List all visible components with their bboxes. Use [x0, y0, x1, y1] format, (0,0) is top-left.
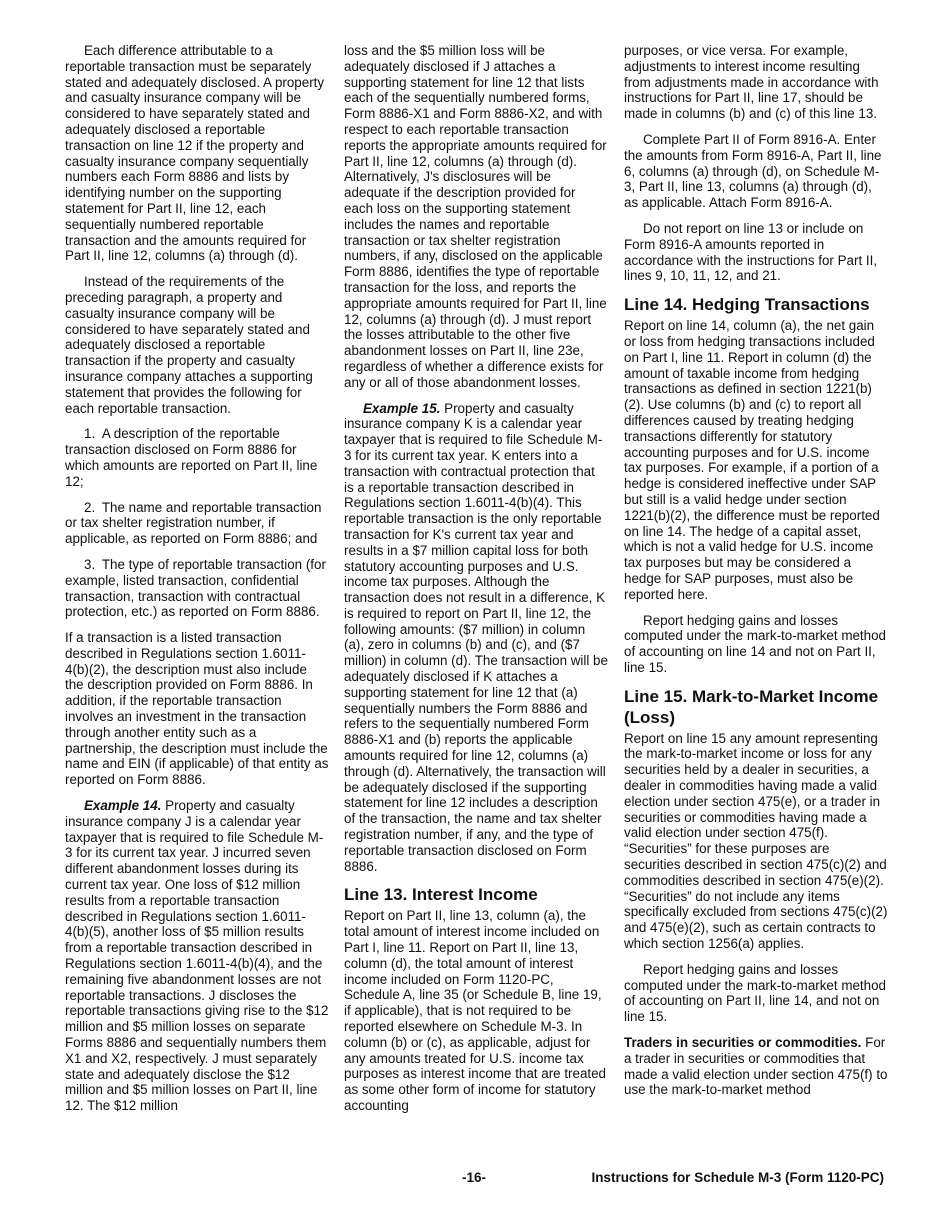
paragraph: purposes, or vice versa. For example, adjustments to interest income resulting from adjustments made in accordance with instructions for Part II, line 17, should be made in columns (b) and (c) of this line 13. [624, 43, 879, 122]
footer-title: Instructions for Schedule M-3 (Form 1120-PC) [591, 1170, 884, 1185]
paragraph: Instead of the requirements of the preceding paragraph, a property and casualty insurance company will be considered to have separately stated and adequately disclosed a reportable transaction if the property and casualty insurance company attaches a supporting statement that provides the following for each reportable transaction. [65, 274, 313, 416]
list-item: 1. A description of the reportable transaction disclosed on Form 8886 for which amounts are reported on Part II, line 12; [65, 426, 318, 489]
heading-line-13: Line 13. Interest Income [344, 885, 538, 905]
list-item: 2. The name and reportable transaction or tax shelter registration number, if applicable, as reported on Form 8886; and [65, 499, 322, 547]
paragraph: Report on Part II, line 13, column (a), the total amount of interest income included on Part I, line 11. Report on Part II, line 13, column (d), the total amount of interest income included on Form 1120-PC, Schedule A, line 35 (or Schedule B, line 19, if applicable), that is not required to be reported elsewhere on Schedule M-3. In column (b) or (c), as applicable, adjust for any amounts treated for U.S. income tax purposes as interest income that are treated as some other form of income for statutory accounting [344, 908, 607, 1113]
page-number: -16- [462, 1170, 487, 1185]
paragraph: Report on line 14, column (a), the net gain or loss from hedging transactions included on Part I, line 11. Report in column (d) the amount of taxable income from hedging transactions as defined in section 1221(b)(2). Use columns (b) and (c) to report all differences caused by treating hedging transactions differently for statutory accounting purposes and for U.S. income tax purposes. For example, if a portion of a hedge is considered ineffective under SAP but still is a valid hedge under section 1221(b)(2), the difference must be reported on line 14. The hedge of a capital asset, which is not a valid hedge for U.S. income tax purposes but may be considered a hedge for SAP purposes, must also be reported here. [624, 318, 880, 602]
paragraph: Each difference attributable to a reportable transaction must be separately stated and adequately disclosed. A property and casualty insurance company will be considered to have separately stated and adequately disclosed a reportable transaction on line 12 if the property and casualty insurance company sequentially numbers each Form 8886 and lists by identifying number on the supporting statement for Part II, line 12, each sequentially numbered reportable transaction and the amounts required for Part II, line 12, columns (a) through (d). [65, 43, 325, 264]
paragraph: Complete Part II of Form 8916-A. Enter the amounts from Form 8916-A, Part II, line 6, columns (a) through (d), on Schedule M-3, Part II, line 13, columns (a) through (d), as applicable. Attach Form 8916-A. [624, 131, 882, 211]
paragraph: Report hedging gains and losses computed under the mark-to-market method of accounting on Part II, line 14, and not on line 15. [624, 961, 886, 1025]
example-label: Example 15. [363, 400, 441, 416]
traders-paragraph [624, 1035, 888, 1098]
heading-line-14: Line 14. Hedging Transactions [624, 295, 870, 315]
paragraph: Report on line 15 any amount representing the mark-to-market income or loss for any securities held by a dealer in securities, a dealer in commodities having made a valid election under section 475(e), or a trader in securities or commodities having made a valid election under section 475(f). “Securities” for these purposes are securities described in section 475(c)(2) and commodities described in section 475(e)(2). “Securities” do not include any items specifically excluded from sections 475(c)(2) and 475(e)(2), such as certain contracts to which section 1256(a) applies. [624, 730, 888, 952]
column-2 [344, 43, 608, 1124]
example-text: Property and casualty insurance company J is a calendar year taxpayer that is required to file Schedule M-3 for its current tax year. J incurred seven different abandonment losses during its current tax year. One loss of $12 million results from a reportable transaction described in Regulations section 1.6011-4(b)(5), another loss of $5 million results from a reportable transaction described in Regulations section 1.6011-4(b)(4), and the remaining five abandonment losses are not reportable transactions. J discloses the reportable transactions giving rise to the $12 million and $5 million losses on separate Forms 8886 and sequentially numbers them X1 and X2, respectively. J must separately state and adequately disclose the $12 million and $5 million losses on Part II, line 12. The $12 million [65, 798, 329, 1114]
example-text: Property and casualty insurance company K is a calendar year taxpayer that is required to file Schedule M-3 for its current tax year. K enters into a transaction with contractual protection that is a reportable transaction described in Regulations section 1.6011-4(b)(4). This reportable transaction is the only reportable transaction for K's current tax year and results in a $7 million capital loss for both statutory accounting purposes and U.S. income tax purposes. Although the transaction does not result in a difference, K is required to report on Part II, line 12, the following amounts: ($7 million) in column (a), zero in columns (b) and (c), and ($7 million) in column (d). The transaction will be adequately disclosed if K attaches a supporting statement for line 12 that (a) sequentially numbers the Form 8886 and refers to the sequentially numbered Form 8886-X1 and (b) reports the applicable amounts required for line 12, columns (a) through (d). Alternatively, the transaction will be adequately disclosed if the supporting statement for line 12 includes a description of the transaction, the name and tax shelter registration number, if any, and the type of reportable transaction disclosed on Form 8886. [344, 400, 608, 874]
example-label: Example 14. [84, 798, 162, 814]
paragraph: loss and the $5 million loss will be adequately disclosed if J attaches a supporting statement for line 12 that lists each of the sequentially numbered forms, Form 8886-X1 and Form 8886-X2, and with respect to each reportable transaction reports the appropriate amounts required for Part II, line 12, columns (a) through (d). Alternatively, J's disclosures will be adequate if the description provided for each loss on the supporting statement includes the names and reportable transaction or tax shelter registration numbers, if any, disclosed on the applicable Form 8886, identifies the type of reportable transaction for the loss, and reports the appropriate amounts required for Part II, line 12, columns (a) through (d). J must report the losses attributable to the other five abandonment losses on Part II, line 23e, regardless of whether a difference exists for any or all of those abandonment losses. [344, 43, 607, 390]
page-footer [0, 1170, 950, 1188]
list-item: 3. The type of reportable transaction (for example, listed transaction, confidential transaction, transaction with contractual protection, etc.) as reported on Form 8886. [65, 556, 326, 620]
paragraph: Do not report on line 13 or include on Form 8916-A amounts reported in accordance with the instructions for Part II, lines 9, 10, 11, 12, and 21. [624, 220, 878, 284]
heading-line-15: Line 15. Mark-to-Market Income (Loss) [624, 686, 879, 727]
example-15 [344, 401, 608, 875]
column-3 [624, 43, 888, 1108]
example-14 [65, 798, 329, 1114]
paragraph-text: For a trader in securities or commodities that made a valid election under section 475(f) to use the mark-to-market method [624, 1035, 888, 1098]
paragraph: If a transaction is a listed transaction described in Regulations section 1.6011-4(b)(2), the description must also include the description provided on Form 8886. In addition, if the reportable transaction involves an investment in the transaction through another entity such as a partnership, the description must include the name and EIN (if applicable) of that entity as reported on Form 8886. [65, 630, 329, 788]
run-in-heading: Traders in securities or commodities. [624, 1035, 862, 1051]
paragraph: Report hedging gains and losses computed under the mark-to-market method of accounting on line 14 and not on Part II, line 15. [624, 612, 886, 675]
column-1 [65, 43, 329, 1124]
